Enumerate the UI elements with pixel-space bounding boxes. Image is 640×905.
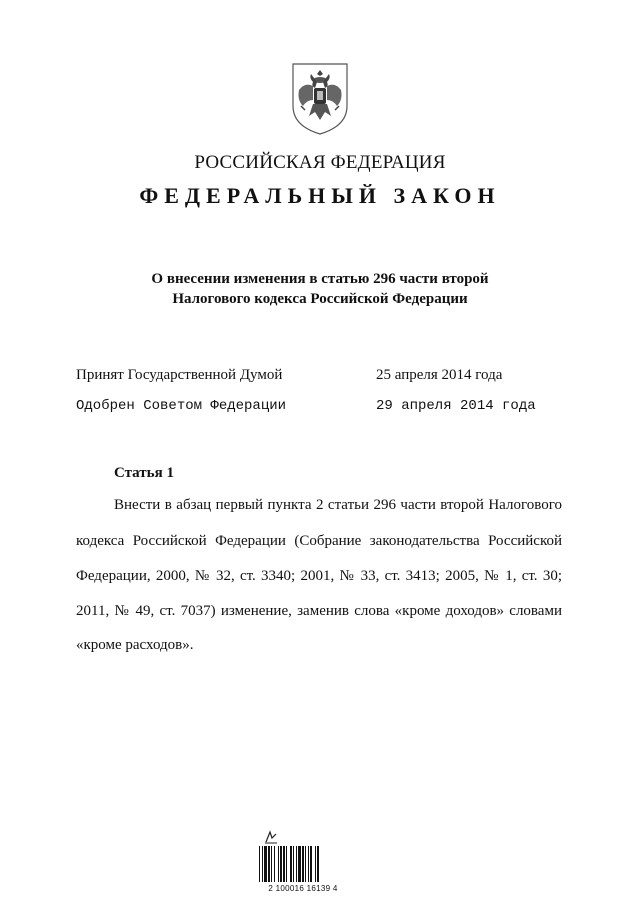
barcode-bar [278,846,279,882]
barcode-bar [298,846,301,882]
barcode-bar [274,846,275,882]
law-title [0,269,640,309]
barcode-bar [305,846,306,882]
barcode-mark-icon [264,830,278,844]
barcode-bar [283,846,285,882]
adoption-label: Принят Государственной Думой [76,367,283,383]
barcode-bar [290,846,292,882]
barcode-bar [262,846,263,882]
barcode-bar [293,846,294,882]
article-text-line: Федерации, 2000, № 32, ст. 3340; 2001, № 33, ст. 3413; 2005, № 1, ст. 30; [76,568,562,584]
barcode-bar [259,846,260,882]
article-text-line: 2011, № 49, ст. 7037) изменение, заменив слова «кроме доходов» словами [76,603,562,619]
barcode-bar [310,846,312,882]
barcode-bar [286,846,287,882]
barcode-bar [268,846,270,882]
barcode-number: 2 100016 16139 4 [268,884,338,893]
barcode-bar [296,846,297,882]
state-emblem-icon [289,60,351,136]
barcode-bar [271,846,272,882]
barcode-bar [317,846,319,882]
article-text-line: Внести в абзац первый пункта 2 статьи 296 части второй Налогового [114,497,562,513]
barcode-bar [308,846,309,882]
law-title-line-2: Налогового кодекса Российской Федерации [172,291,468,307]
barcode [258,826,348,898]
approval-date: 29 апреля 2014 года [376,398,536,414]
document-type: ФЕДЕРАЛЬНЫЙ ЗАКОН [139,183,501,208]
barcode-bar [264,846,267,882]
country-name: РОССИЙСКАЯ ФЕДЕРАЦИЯ [194,152,446,173]
barcode-bar [280,846,282,882]
barcode-bars [258,846,348,882]
adoption-date: 25 апреля 2014 года [376,367,503,383]
article-text-line: кодекса Российской Федерации (Собрание законодательства Российской [76,533,562,549]
barcode-bar [302,846,304,882]
law-title-line-1: О внесении изменения в статью 296 части второй [151,271,489,287]
barcode-bar [315,846,316,882]
approval-label: Одобрен Советом Федерации [76,398,287,414]
article-text-line: «кроме расходов». [76,637,194,653]
article-heading: Статья 1 [114,465,174,481]
